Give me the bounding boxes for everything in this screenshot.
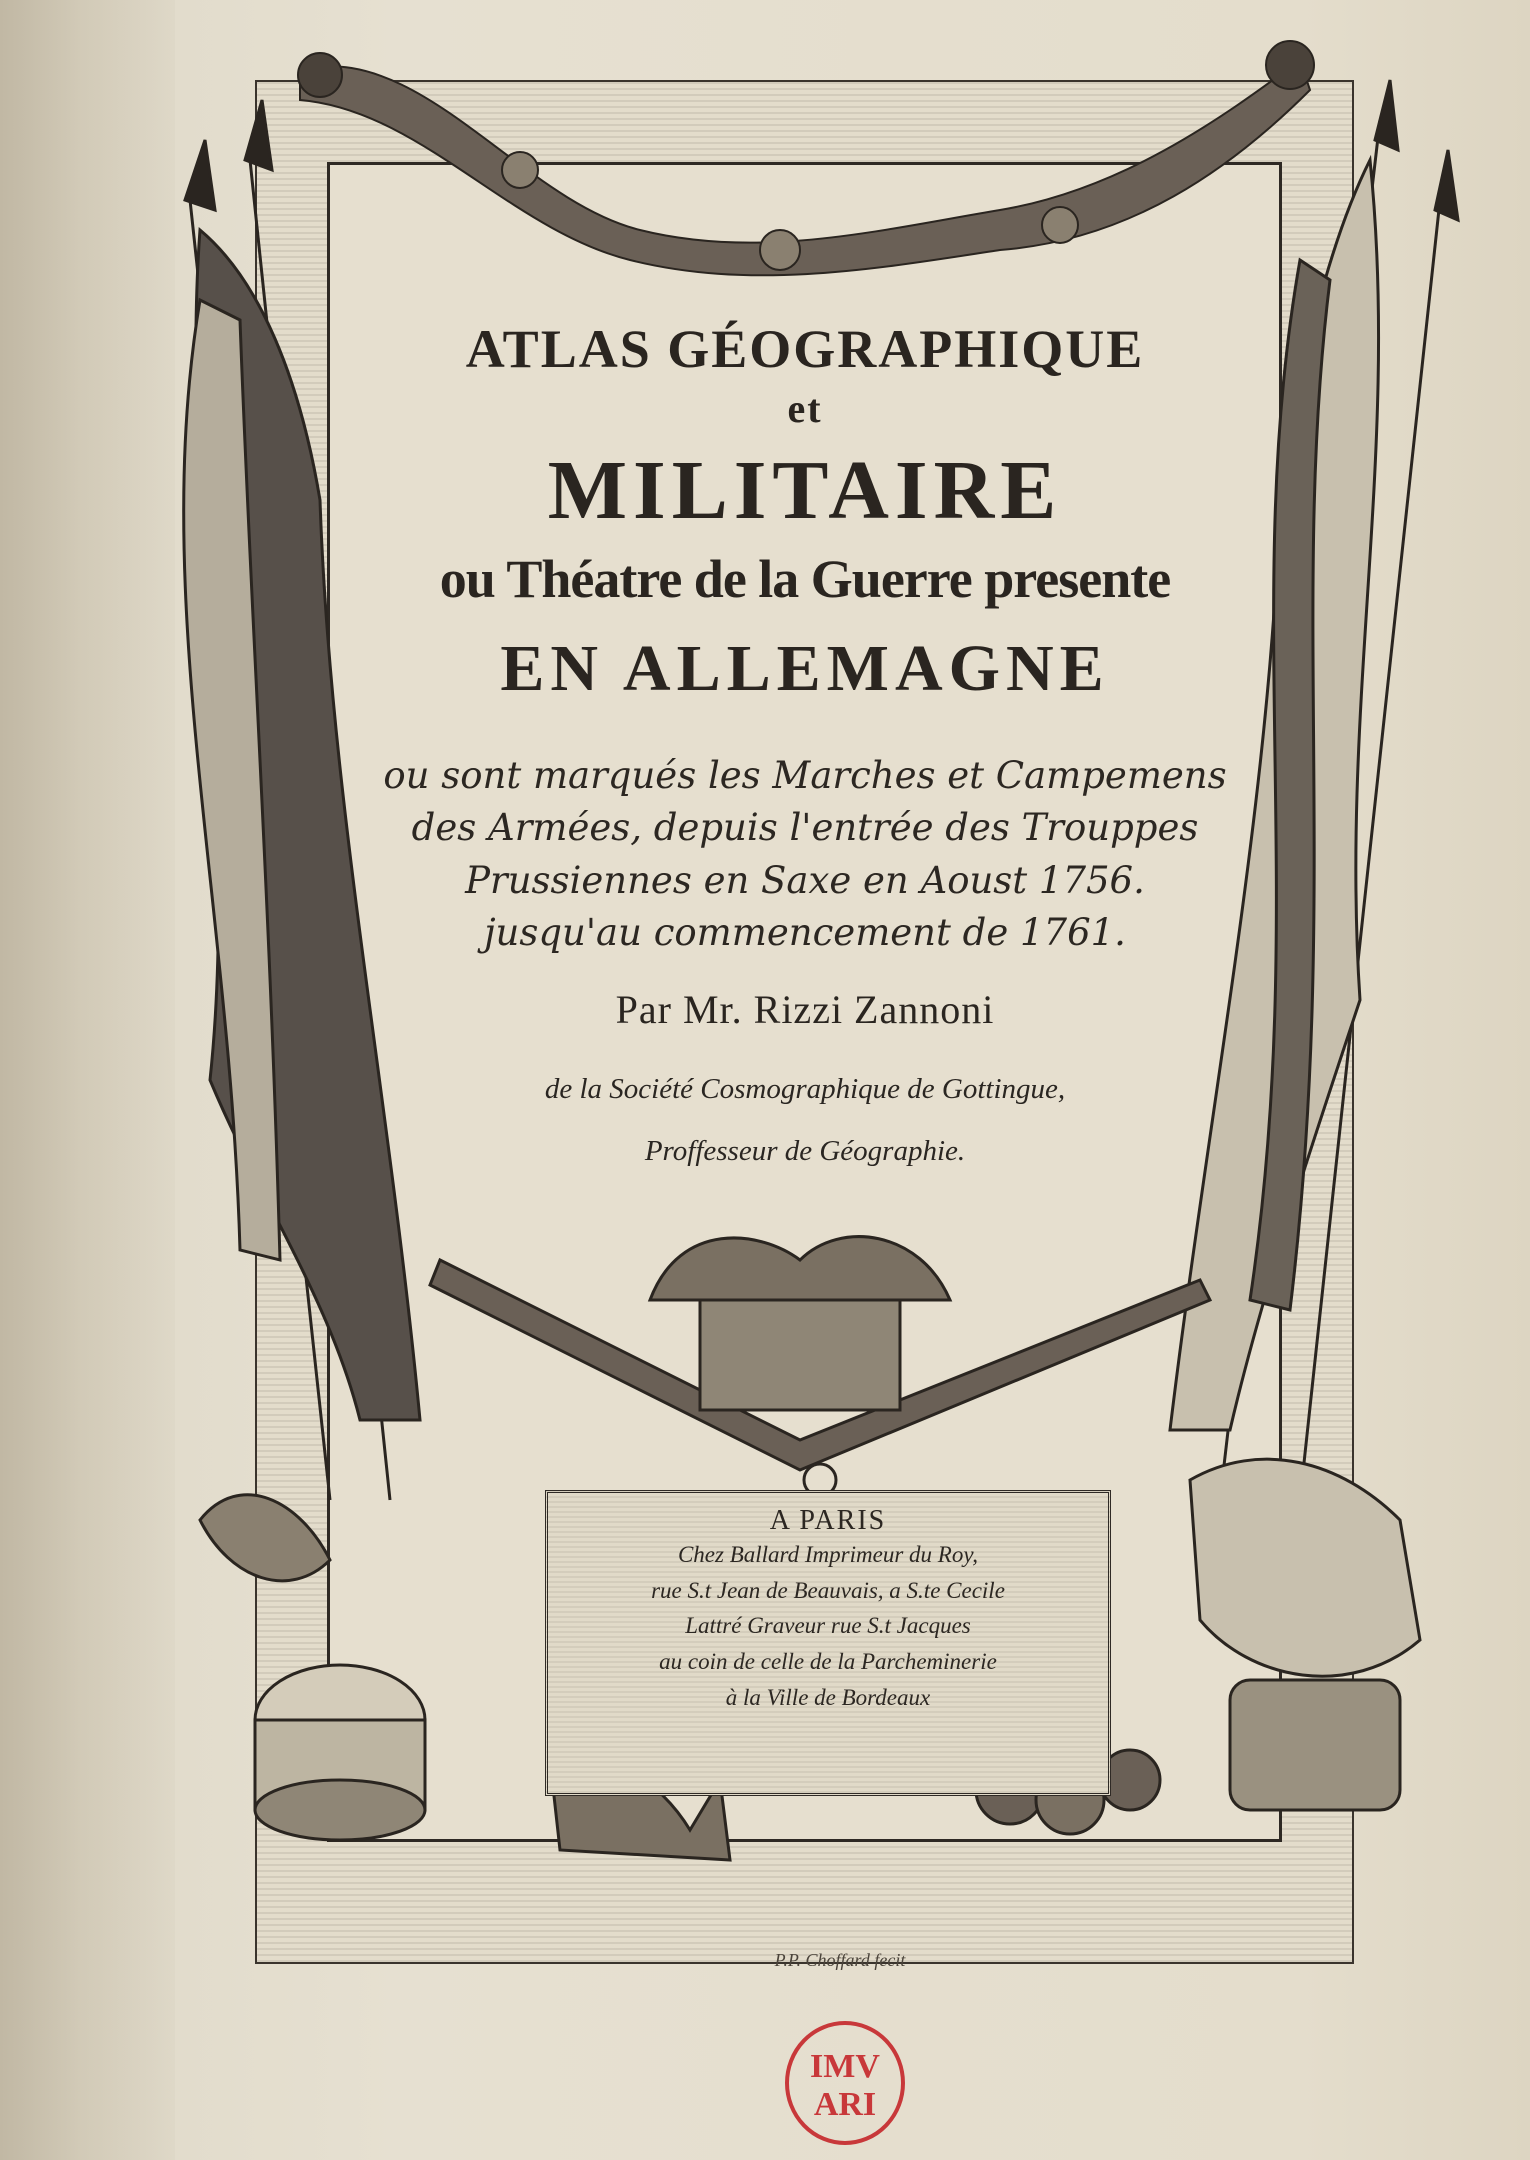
title-line-atlas: ATLAS GÉOGRAPHIQUE (465, 319, 1145, 379)
description-block (330, 750, 1280, 960)
publisher-line-4: au coin de celle de la Parcheminerie (659, 1648, 997, 1674)
title-line-et: et (787, 386, 823, 432)
description-line-3: Prussiennes en Saxe en Aoust 1756. (465, 858, 1145, 902)
author-society: de la Société Cosmographique de Gottingue, (544, 1072, 1066, 1105)
description-line-2: des Armées, depuis l'entrée des Trouppes (411, 806, 1199, 850)
title-line-allemagne: EN ALLEMAGNE (500, 632, 1110, 706)
author-title: Proffesseur de Géographie. (644, 1134, 966, 1167)
garland-ornament (298, 41, 1314, 275)
svg-text:ARI: ARI (813, 2086, 877, 2123)
author-name: Par Mr. Rizzi Zannoni (615, 986, 995, 1032)
publisher-line-5: à la Ville de Bordeaux (725, 1684, 931, 1710)
title-line-theatre: ou Théatre de la Guerre presente (439, 548, 1171, 609)
description-line-1: ou sont marqués les Marches et Campemens (383, 753, 1227, 797)
title-block (330, 320, 1280, 1197)
publisher-line-2: rue S.t Jean de Beauvais, a S.te Cecile (651, 1577, 1005, 1603)
title-line-militaire: MILITAIRE (547, 444, 1063, 538)
publisher-line-3: Lattré Graveur rue S.t Jacques (685, 1613, 971, 1639)
library-stamp-icon (780, 2015, 910, 2145)
publisher-city: A PARIS (769, 1505, 887, 1536)
description-line-4: jusqu'au commencement de 1761. (484, 911, 1126, 955)
publisher-line-1: Chez Ballard Imprimeur du Roy, (677, 1542, 979, 1567)
svg-text:IMV: IMV (810, 2048, 880, 2085)
publisher-cartouche (545, 1490, 1111, 1796)
engraver-signature: P.P. Choffard fecit (774, 1950, 906, 1970)
trophy-ornament (430, 1237, 1210, 1496)
